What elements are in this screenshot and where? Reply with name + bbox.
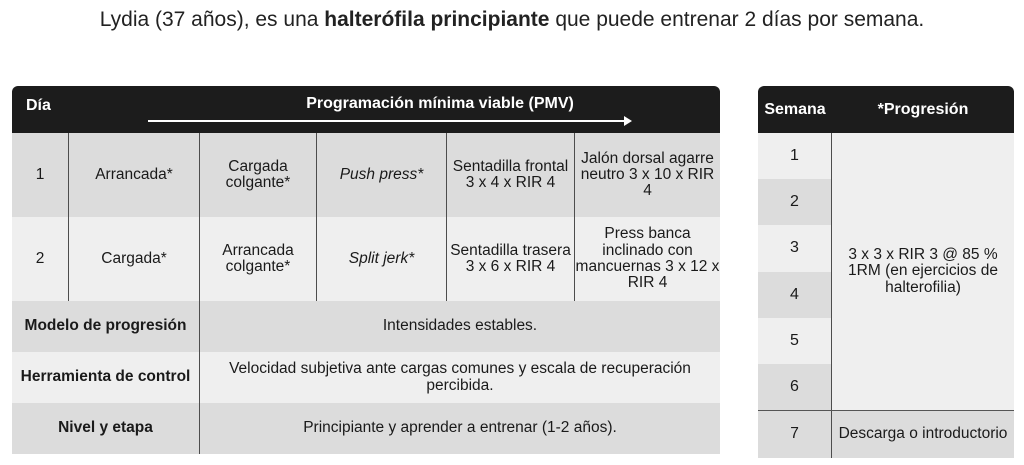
week-number: 3 <box>758 225 831 271</box>
progression-value: 3 x 3 x RIR 3 @ 85 % 1RM (en ejercicios de halterofilia) <box>832 133 1014 410</box>
row-label: Modelo de progresión <box>12 301 200 352</box>
week-number: 7 <box>758 411 832 458</box>
table-row-progression-model <box>12 301 720 352</box>
program-table-header <box>12 86 720 133</box>
exercise-cell: Arrancada* <box>69 133 200 217</box>
row-value: Intensidades estables. <box>382 317 538 335</box>
row-label: Nivel y etapa <box>12 403 200 454</box>
table-row-day-2 <box>12 217 720 301</box>
progression-table-header <box>758 86 1014 133</box>
exercise-cell: Cargada colgante* <box>200 133 317 217</box>
row-value: Principiante y aprender a entrenar (1-2 años). <box>303 419 617 437</box>
exercise-cell: Sentadilla trasera 3 x 6 x RIR 4 <box>447 217 575 301</box>
week-number: 4 <box>758 272 831 318</box>
exercise-cell: Arrancada colgante* <box>200 217 317 301</box>
table-row-level <box>12 403 720 454</box>
exercise-cell: Push press* <box>317 133 447 217</box>
headline-bold: halterófila principiante <box>324 8 550 31</box>
header-dia: Día <box>26 97 51 114</box>
arrow-right-icon <box>148 120 630 122</box>
progression-body <box>758 133 1014 410</box>
week-number: 6 <box>758 364 831 410</box>
table-row-week-7 <box>758 410 1014 458</box>
day-number: 1 <box>12 133 69 217</box>
header-pmv: Programación mínima viable (PMV) <box>306 95 574 112</box>
week-number: 1 <box>758 133 831 179</box>
table-row-control-tool <box>12 352 720 403</box>
headline <box>0 8 1024 32</box>
row-value: Velocidad subjetiva ante cargas comunes y escala de recuperación percibida. <box>229 360 691 394</box>
table-row-day-1 <box>12 133 720 217</box>
exercise-cell: Split jerk* <box>317 217 447 301</box>
program-table <box>12 86 720 454</box>
deload-value: Descarga o introductorio <box>832 411 1014 458</box>
headline-pre: Lydia (37 años), es una <box>99 8 325 31</box>
headline-post: que puede entrenar 2 días por semana. <box>549 8 925 31</box>
exercise-cell: Jalón dorsal agarre neutro 3 x 10 x RIR 4 <box>580 149 715 200</box>
exercise-cell: Sentadilla frontal 3 x 4 x RIR 4 <box>447 133 575 217</box>
row-label: Herramienta de control <box>12 352 200 403</box>
header-semana: Semana <box>764 100 826 118</box>
header-progresion: *Progresión <box>877 100 969 118</box>
week-number: 5 <box>758 318 831 364</box>
progression-table <box>758 86 1014 458</box>
day-number: 2 <box>12 217 69 301</box>
week-column <box>758 133 832 410</box>
exercise-cell: Cargada* <box>69 217 200 301</box>
exercise-cell: Press banca inclinado con mancuernas 3 x 12 x RIR 4 <box>575 225 720 292</box>
week-number: 2 <box>758 179 831 225</box>
